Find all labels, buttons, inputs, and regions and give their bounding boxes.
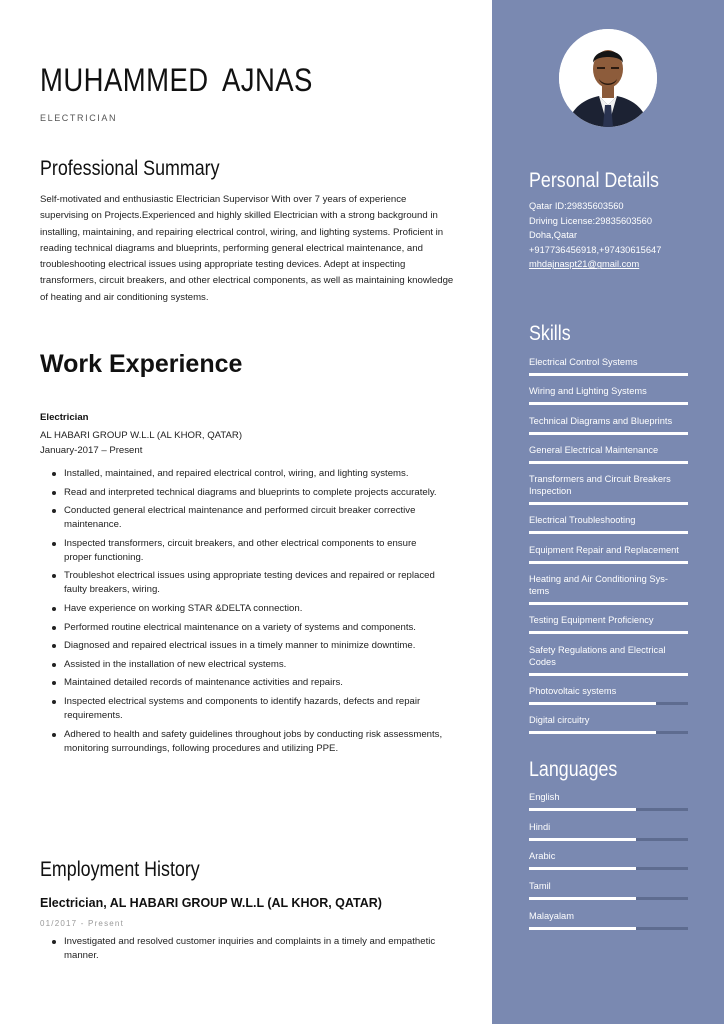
email-link[interactable]: mhdajnaspt21@gmail.com — [529, 259, 640, 270]
skill-level-fill — [529, 927, 636, 930]
employment-title: Electrician, AL HABARI GROUP W.L.L (AL KHOR, QATAR) — [40, 896, 382, 910]
skill-level-fill — [529, 673, 688, 676]
list-item: Troubleshot electrical issues using appropriate testing devices and repaired or replaced faulty breakers, wiring. — [52, 569, 444, 597]
job-company: AL HABARI GROUP W.L.L (AL KHOR, QATAR) — [40, 430, 243, 441]
skill-level-fill — [529, 461, 688, 464]
skill-item — [529, 513, 688, 534]
skill-label: Safety Regulations and Electrical Codes — [529, 644, 666, 667]
employment-bullets — [52, 935, 444, 963]
skill-level-bar — [529, 531, 688, 534]
skill-label: Hindi — [529, 821, 551, 832]
skill-label: Equipment Repair and Replacement — [529, 544, 679, 555]
skill-label: Arabic — [529, 851, 556, 862]
skill-level-bar — [529, 731, 688, 734]
skill-item — [529, 909, 688, 930]
skill-label: General Electrical Maintenance — [529, 444, 659, 455]
skill-level-fill — [529, 561, 688, 564]
skill-item — [529, 572, 688, 605]
skill-item — [529, 684, 688, 705]
list-item: Diagnosed and repaired electrical issues in a timely manner to minimize downtime. — [52, 639, 444, 653]
skill-level-fill — [529, 631, 688, 634]
summary-heading: Professional Summary — [40, 157, 220, 180]
personal-details-heading: Personal Details — [529, 169, 659, 192]
skill-label: Heating and Air Conditioning Sys-tems — [529, 574, 669, 597]
languages-heading: Languages — [529, 758, 618, 781]
skill-level-fill — [529, 731, 656, 734]
skill-level-bar — [529, 867, 688, 870]
skill-label: Wiring and Lighting Systems — [529, 386, 647, 397]
skill-level-bar — [529, 432, 688, 435]
avatar — [559, 29, 657, 127]
skill-label: Electrical Control Systems — [529, 357, 638, 367]
skill-item — [529, 790, 688, 811]
skill-level-fill — [529, 432, 688, 435]
skill-level-fill — [529, 373, 688, 376]
skill-level-fill — [529, 867, 636, 870]
skill-level-bar — [529, 461, 688, 464]
skill-label: Technical Diagrams and Blueprints — [529, 415, 673, 426]
skill-level-fill — [529, 602, 688, 605]
skill-item — [529, 414, 688, 435]
skill-level-fill — [529, 838, 636, 841]
skill-level-bar — [529, 838, 688, 841]
skill-label: Tamil — [529, 881, 551, 892]
person-photo-icon — [559, 29, 657, 127]
list-item: Read and interpreted technical diagrams and blueprints to complete projects accurately. — [52, 486, 444, 500]
skill-item — [529, 643, 688, 676]
location: Doha,Qatar — [529, 230, 578, 241]
skill-level-bar — [529, 808, 688, 811]
skill-level-bar — [529, 897, 688, 900]
driving-license: Driving License:29835603560 — [529, 215, 653, 226]
languages-list — [529, 790, 688, 938]
list-item: Have experience on working STAR &DELTA connection. — [52, 602, 444, 616]
list-item: Inspected transformers, circuit breakers, and other electrical components to ensure proper functioning. — [52, 537, 444, 565]
skill-level-bar — [529, 702, 688, 705]
skills-heading: Skills — [529, 322, 571, 345]
skill-item — [529, 443, 688, 464]
list-item: Assisted in the installation of new electrical systems. — [52, 658, 444, 672]
skill-level-fill — [529, 502, 688, 505]
skills-list — [529, 355, 688, 743]
list-item: Inspected electrical systems and components to identify hazards, defects and repair requirements. — [52, 695, 444, 723]
skill-item — [529, 355, 688, 376]
skill-label: Electrical Troubleshooting — [529, 515, 636, 526]
skill-item — [529, 613, 688, 634]
qatar-id: Qatar ID:29835603560 — [529, 201, 624, 211]
list-item: Adhered to health and safety guidelines throughout jobs by conducting risk assessments, monitoring surroundings, following procedures and utilizing PPE. — [52, 728, 444, 756]
job-dates: January-2017 – Present — [40, 445, 143, 456]
skill-level-fill — [529, 808, 636, 811]
summary-text: Self-motivated and enthusiastic Electrician Supervisor With over 7 years of experience supervising on Projects.Experienced and highly skilled Electrician with a strong background in installing, maintaining, and repairing electrical control, wiring, and lighting systems. Proficient in reading technical diagrams and blueprints, performing general electrical maintenance, and troubleshooting electrical issues using appropriate testing devices. Adept at inspecting transformers, circuit breakers, and other electrical components, as well as maintaining knowledge of heating and air conditioning systems. — [40, 194, 454, 303]
skill-level-bar — [529, 502, 688, 505]
skill-label: Malayalam — [529, 910, 574, 921]
skill-item — [529, 543, 688, 564]
skill-level-bar — [529, 602, 688, 605]
phone: +917736456918,+97430615647 — [529, 244, 662, 255]
work-experience-heading: Work Experience — [40, 350, 243, 378]
list-item: Maintained detailed records of maintenance activities and repairs. — [52, 676, 444, 690]
personal-details — [529, 199, 699, 272]
employment-history-heading: Employment History — [40, 858, 200, 881]
skill-level-bar — [529, 373, 688, 376]
job-title: Electrician — [40, 412, 89, 423]
skill-item — [529, 384, 688, 405]
skill-level-fill — [529, 402, 688, 405]
candidate-role: ELECTRICIAN — [40, 113, 118, 123]
sidebar — [492, 0, 724, 1024]
skill-item — [529, 713, 688, 734]
skill-level-fill — [529, 897, 636, 900]
skill-label: Testing Equipment Proficiency — [529, 615, 654, 626]
work-bullets — [52, 467, 444, 760]
skill-item — [529, 472, 688, 505]
skill-level-bar — [529, 673, 688, 676]
skill-level-fill — [529, 531, 688, 534]
skill-item — [529, 849, 688, 870]
list-item: Installed, maintained, and repaired electrical control, wiring, and lighting systems. — [52, 467, 444, 481]
list-item: Conducted general electrical maintenance and performed circuit breaker corrective maintenance. — [52, 504, 444, 532]
skill-level-bar — [529, 927, 688, 930]
skill-level-bar — [529, 561, 688, 564]
candidate-name: MUHAMMED AJNAS — [40, 62, 313, 98]
skill-label: English — [529, 792, 560, 802]
skill-label: Digital circuitry — [529, 715, 590, 726]
skill-item — [529, 820, 688, 841]
skill-level-fill — [529, 702, 656, 705]
list-item: Performed routine electrical maintenance on a variety of systems and components. — [52, 621, 444, 635]
employment-dates: 01/2017 - Present — [40, 919, 124, 928]
skill-level-bar — [529, 402, 688, 405]
skill-label: Photovoltaic systems — [529, 685, 617, 696]
skill-label: Transformers and Circuit Breakers Inspection — [529, 474, 671, 497]
list-item: Investigated and resolved customer inquiries and complaints in a timely and empathetic manner. — [52, 935, 444, 963]
skill-item — [529, 879, 688, 900]
skill-level-bar — [529, 631, 688, 634]
